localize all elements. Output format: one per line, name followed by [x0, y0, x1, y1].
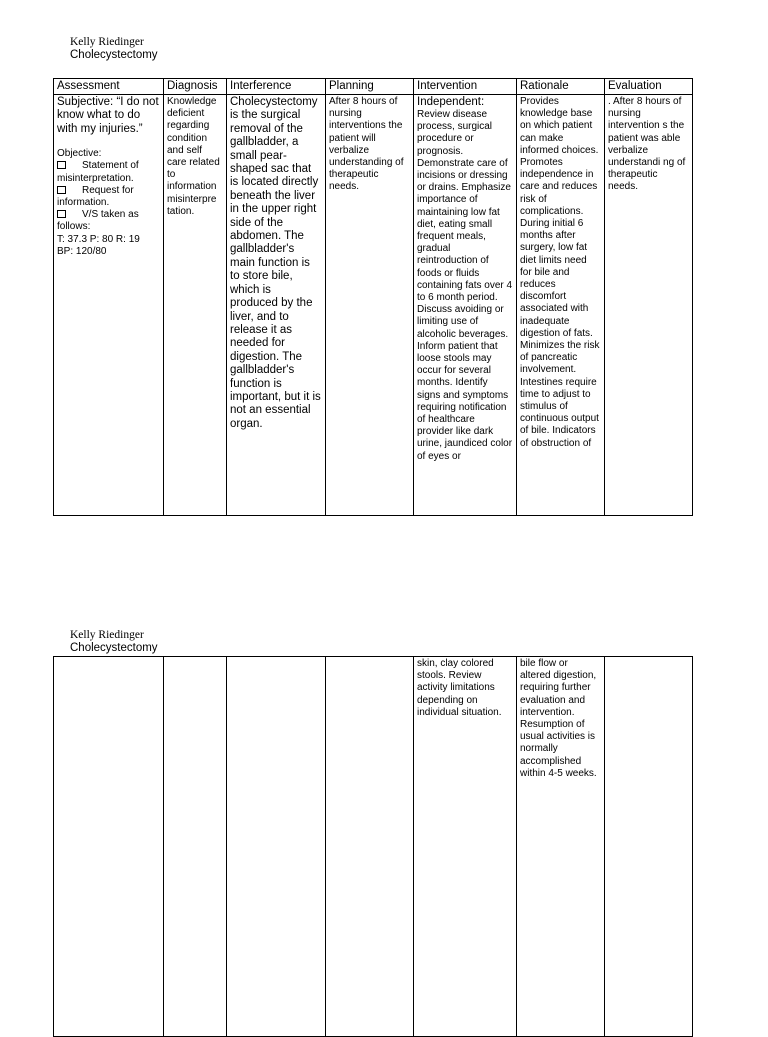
- interference-cell: Cholecystectomy is the surgical removal of the gallbladder, a small pear-shaped sac that is located directly beneath the liver in the upper right side of the abdomen. The gallbladder's main function is to store bile, which is produced by the liver, and to release it as needed for digestion. The gallbladder's function is important, but it is not an essential organ.: [227, 95, 326, 516]
- col-evaluation: Evaluation: [605, 79, 693, 95]
- evaluation-cell: [605, 657, 693, 1037]
- author-name: Kelly Riedinger: [70, 36, 144, 48]
- page1-header: [70, 36, 158, 62]
- col-intervention: Intervention: [414, 79, 517, 95]
- diagnosis-cell: Knowledge deficient regarding condition and self care related to information misinterpre tation.: [164, 95, 227, 516]
- table-row: [54, 657, 693, 1037]
- planning-cell: After 8 hours of nursing interventions the patient will verbalize understanding of therapeutic needs.: [326, 95, 414, 516]
- care-plan-table-page1: [53, 78, 693, 516]
- author-name: Kelly Riedinger: [70, 629, 144, 641]
- intervention-cell: [414, 95, 517, 516]
- bp-text: BP: 120/80: [57, 245, 107, 257]
- vitals-text: T: 37.3 P: 80 R: 19: [57, 233, 140, 245]
- objective-label: Objective:: [57, 148, 102, 160]
- col-rationale: Rationale: [517, 79, 605, 95]
- checkbox-icon: [57, 186, 66, 194]
- col-interference: Interference: [227, 79, 326, 95]
- intervention-text: Review disease process, surgical procedure or prognosis. Demonstrate care of incisions or dressing or drains. Emphasize importance of maintaining low fat diet, eating small frequent meals, gradual reintroduction of foods or fluids containing fats over 4 to 6 month period. Discuss avoiding or limiting use of alcoholic beverages. Inform patient that loose stools may occur for several months. Identify signs and symptoms requiring notification of healthcare provider like dark urine, jaundiced color of eyes or: [417, 109, 515, 462]
- diagnosis-cell: [164, 657, 227, 1037]
- objective-bullet: Request for information.: [57, 184, 137, 209]
- procedure-title: Cholecystectomy: [70, 642, 158, 654]
- assessment-cell: [54, 95, 164, 516]
- interference-cell: [227, 657, 326, 1037]
- care-plan-table-page2: [53, 656, 693, 1037]
- page2-header: [70, 629, 158, 655]
- objective-bullet: V/S taken as follows:: [57, 209, 142, 233]
- procedure-title: Cholecystectomy: [70, 49, 158, 61]
- col-assessment: Assessment: [54, 79, 164, 95]
- intervention-cell: skin, clay colored stools. Review activity limitations depending on individual situation.: [414, 657, 517, 1037]
- rationale-cell: bile flow or altered digestion, requiring further evaluation and intervention. Resumption of usual activities is normally accomplished within 4-5 weeks.: [517, 657, 605, 1037]
- checkbox-icon: [57, 161, 66, 169]
- evaluation-cell: . After 8 hours of nursing intervention s the patient was able verbalize understandi ng of therapeutic needs.: [605, 95, 693, 516]
- table-header-row: [54, 79, 693, 95]
- table-row: [54, 95, 693, 516]
- col-planning: Planning: [326, 79, 414, 95]
- planning-cell: [326, 657, 414, 1037]
- subjective-text: Subjective: “I do not know what to do with my injuries.”: [57, 96, 162, 135]
- checkbox-icon: [57, 210, 66, 218]
- objective-bullet: Statement of misinterpretation.: [57, 160, 142, 184]
- intervention-heading: Independent:: [417, 96, 485, 108]
- assessment-cell: [54, 657, 164, 1037]
- col-diagnosis: Diagnosis: [164, 79, 227, 95]
- rationale-cell: Provides knowledge base on which patient can make informed choices. Promotes independence in care and reduces risk of complications. During initial 6 months after surgery, low fat diet limits need for bile and reduces discomfort associated with inadequate digestion of fats. Minimizes the risk of pancreatic involvement. Intestines require time to adjust to stimulus of continuous output of bile. Indicators of obstruction of: [517, 95, 605, 516]
